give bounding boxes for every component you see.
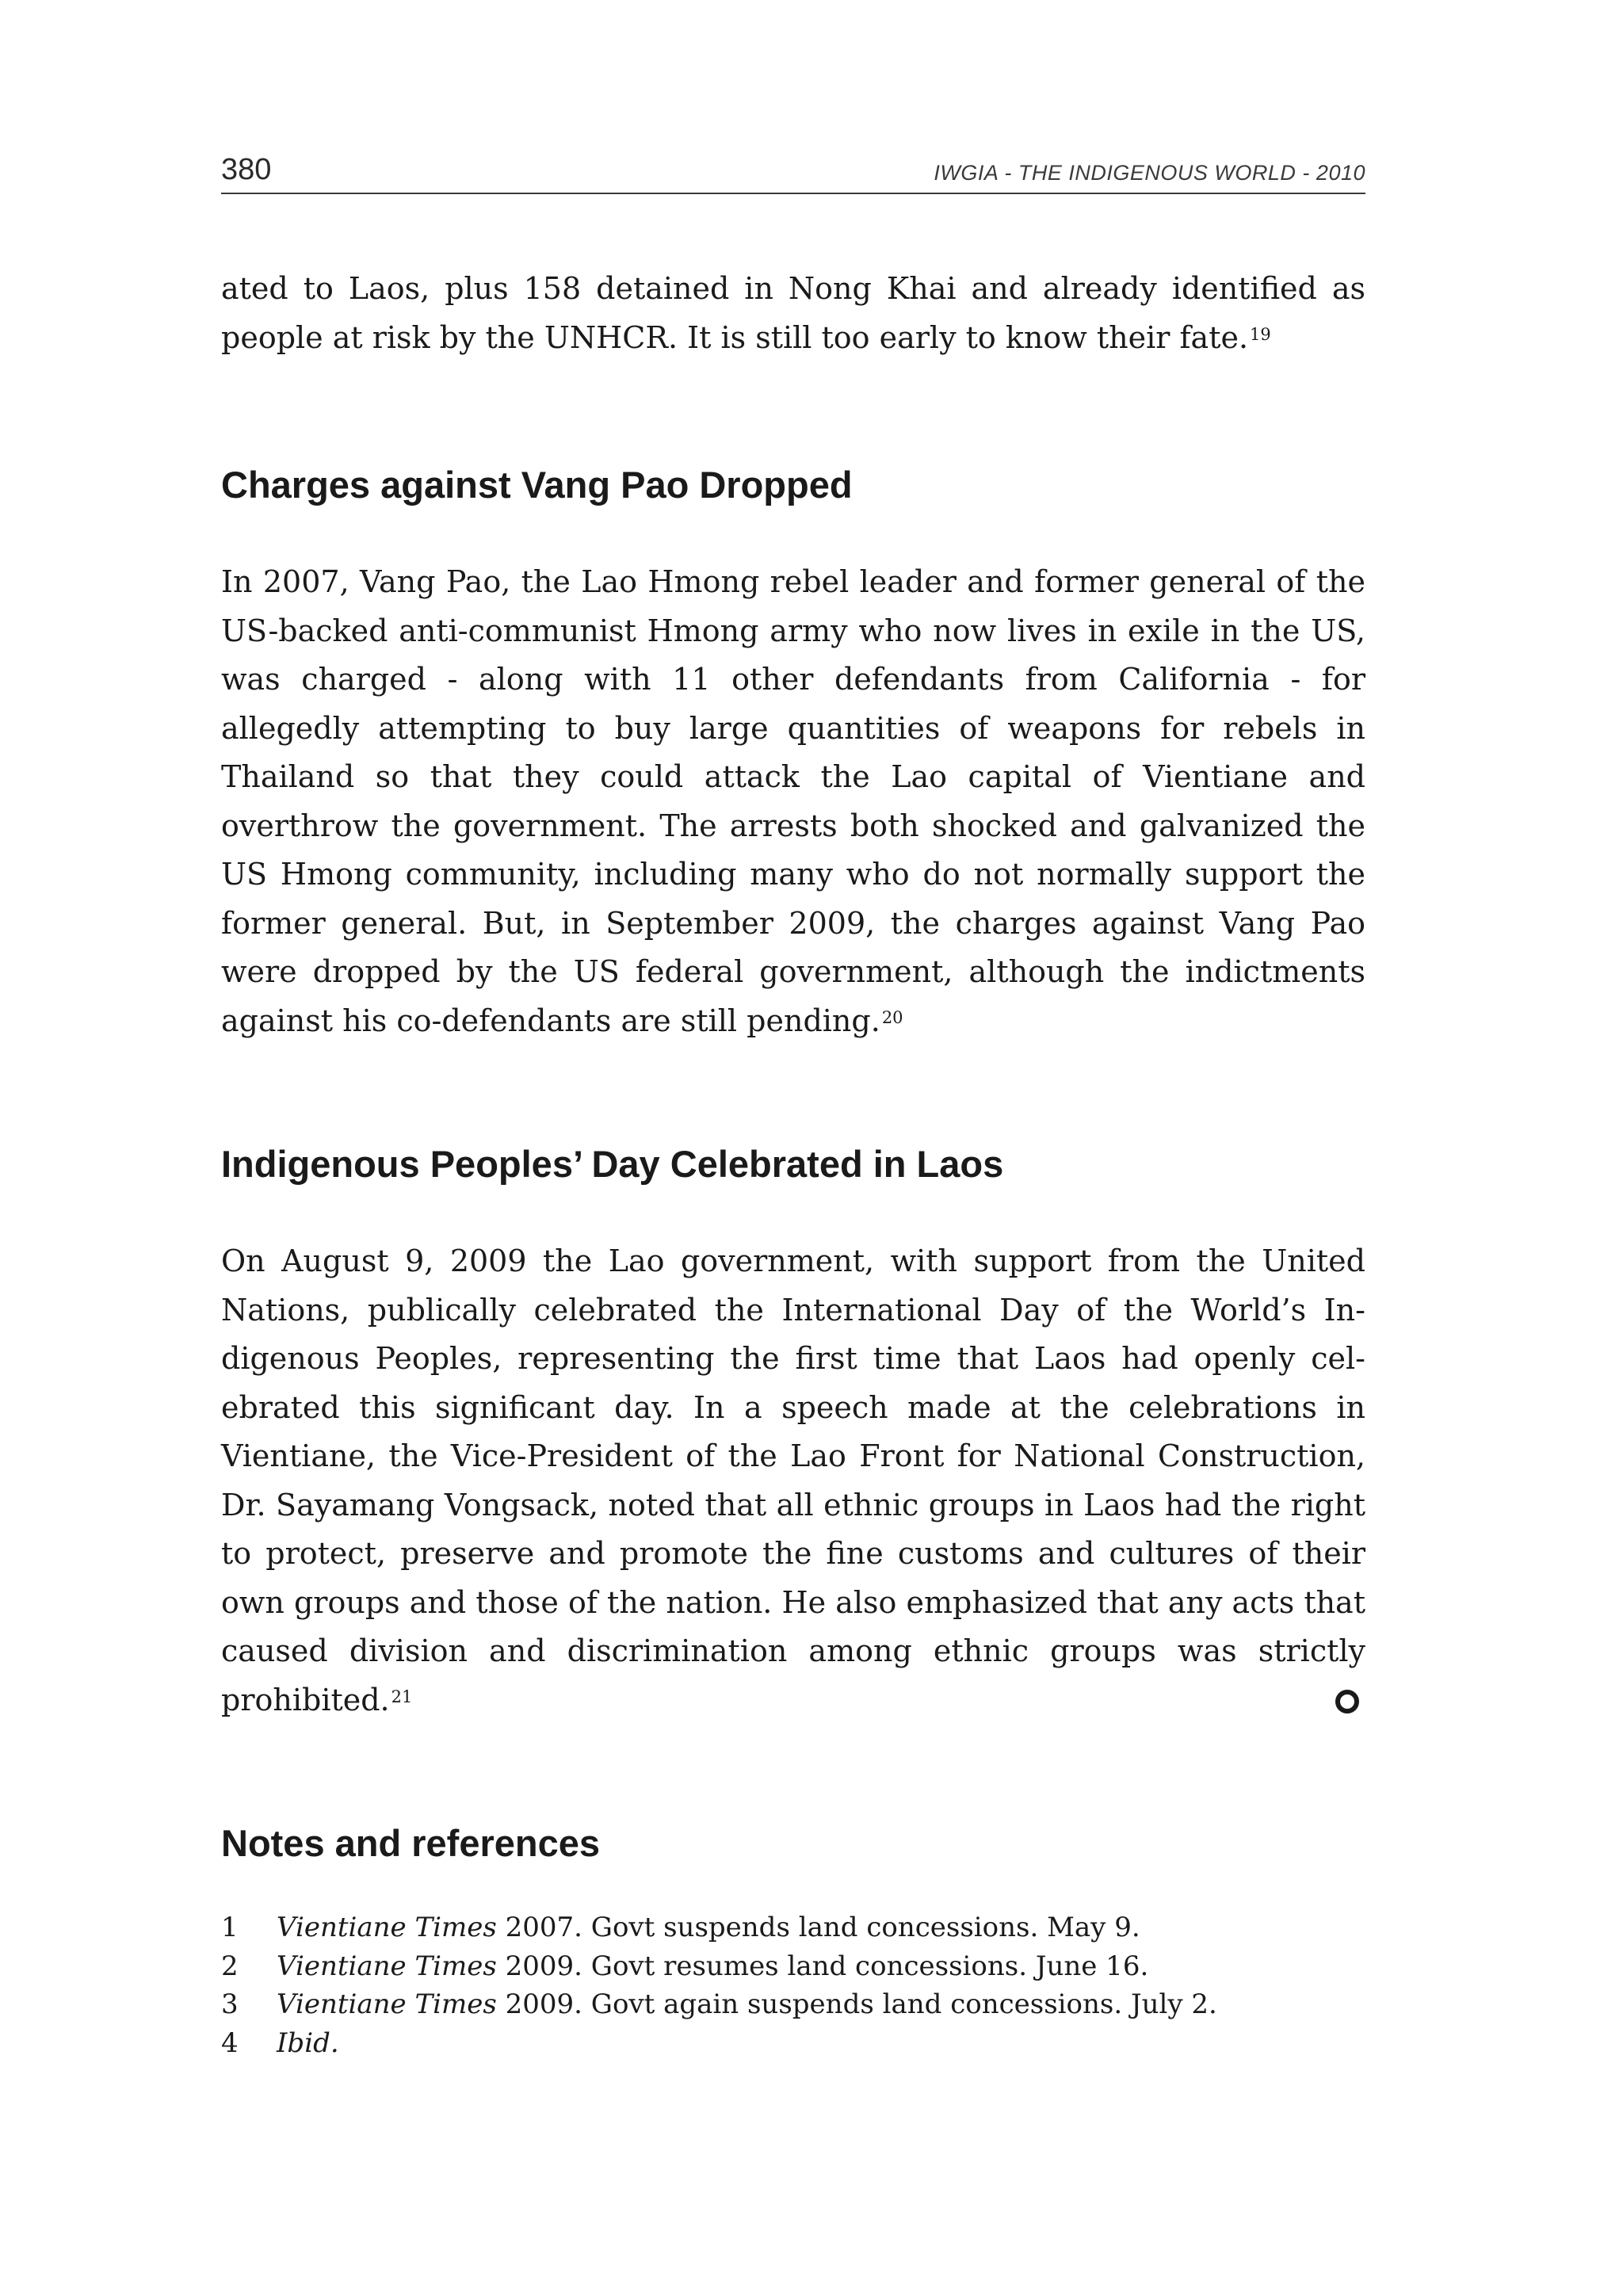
ip-day-text: On August 9, 2009 the Lao government, with support from the United Nations, publically celebrated the International Day of the World’s Indigenous Peoples, representing the first time that Laos had openly celebrated this significant day. In a speech made at the celebrations in Vientiane, the Vice-President of the Lao Front for National Construction, Dr. Sayamang Vongsack, noted that all ethnic groups in Laos had the right to protect, preserve and promote the fine customs and cultures of their own groups and those of the nation. He also emphasized that any acts that caused division and discrimination among ethnic groups was strictly prohibited. [221, 1244, 1365, 1717]
note-source: Ibid. [277, 2027, 339, 2060]
note-number: 1 [221, 1912, 239, 1943]
notes-list [221, 1912, 1365, 2066]
note-source: Vientiane Times [277, 1912, 497, 1943]
footnote-ref: 20 [881, 1007, 903, 1027]
footnote-ref: 19 [1250, 324, 1271, 344]
intro-paragraph [221, 265, 1365, 362]
vang-pao-text: In 2007, Vang Pao, the Lao Hmong rebel leader and former general of the US-backed anti-communist Hmong army who now lives in exile in the US, was charged - along with 11 other defendants from California - for allegedly attempting to buy large quantities of weapons for rebels in Thailand so that they could attack the Lao capital of Vientiane and overthrow the government. The arrests both shocked and galvanized the US Hmong community, including many who do not normally support the former general. But, in September 2009, the charges against Vang Pao were dropped by the US federal government, although the indictments against his co-defendants are still pending. [221, 564, 1365, 1038]
intro-text: ated to Laos, plus 158 detained in Nong Khai and already identified as people at risk by the UNHCR. It is still too early to know their fate. [221, 271, 1365, 355]
section-heading-ip-day: Indigenous Peoples’ Day Celebrated in Laos [221, 1143, 1004, 1185]
note-text: 2009. Govt resumes land concessions. June 16. [496, 1950, 1149, 1982]
footnote-ref: 21 [391, 1687, 413, 1706]
note-number: 3 [221, 1988, 239, 2021]
running-title: IWGIA - THE INDIGENOUS WORLD - 2010 [934, 161, 1365, 185]
page-number: 380 [221, 153, 272, 186]
note-item [221, 2027, 1365, 2066]
note-number: 4 [221, 2027, 239, 2060]
running-head [221, 153, 1365, 194]
note-number: 2 [221, 1950, 239, 1982]
note-text: 2009. Govt again suspends land concessions. July 2. [496, 1988, 1217, 2021]
note-source: Vientiane Times [277, 1950, 497, 1982]
note-item [221, 1912, 1365, 1950]
ip-day-paragraph [221, 1237, 1365, 1725]
note-item [221, 1950, 1365, 1989]
note-item [221, 1988, 1365, 2027]
note-source: Vientiane Times [277, 1988, 497, 2021]
notes-heading: Notes and references [221, 1822, 601, 1864]
section-heading-vang-pao: Charges against Vang Pao Dropped [221, 464, 853, 506]
vang-pao-paragraph [221, 558, 1365, 1045]
section-end-circle-icon [1335, 1690, 1359, 1713]
note-text: 2007. Govt suspends land concessions. May 9. [496, 1912, 1140, 1943]
